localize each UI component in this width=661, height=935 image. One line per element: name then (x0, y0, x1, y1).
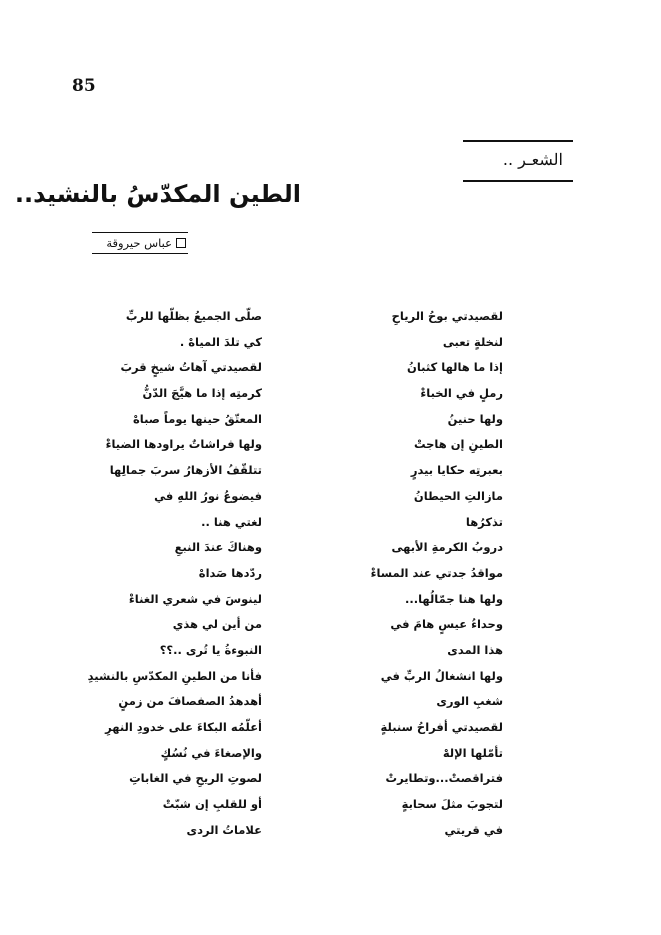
poem-line: وهناكَ عندَ النبعِ (174, 540, 262, 555)
poem-line: تتلقّفُ الأزهارُ سربَ جمالِها (109, 463, 262, 478)
section-header (463, 140, 573, 182)
poem-line: دروبُ الكرمةِ الأبهى (391, 540, 503, 555)
poem-line: تذكرُها (465, 514, 503, 529)
poem-line: لتجوبَ مثلَ سحابةٍ (401, 797, 503, 812)
poem-line: رملٍ في الخباءْ (420, 386, 503, 401)
poem-line: هذا المدى (447, 642, 503, 657)
poem-column-left (88, 304, 262, 843)
poem-line: كرمتِه إذا ما هيَّجَ الدّنُّ (142, 386, 262, 401)
poem-line: مواقدُ جدتي عند المساءْ (370, 565, 503, 580)
poem-line: أهدهدُ الصفصافَ من زمنٍ (118, 694, 262, 709)
page-number: 85 (72, 76, 96, 96)
poem-line: ولها هنا جمّالُها... (404, 591, 503, 606)
poem-line: علاماتُ الردى (186, 822, 262, 837)
author-name: عباس حيروقة (106, 236, 172, 250)
poem-line: ولها فراشاتٌ يراودها الضياءْ (105, 437, 262, 452)
poem-line: ولها انشغالُ الربِّ في (380, 668, 503, 683)
poem-line: المعتّقُ حينها يوماً صباهْ (133, 411, 262, 426)
poem-line: لصوتِ الريحِ في الغاباتِ (129, 771, 262, 786)
poem-line: ردّدها صَداهْ (198, 565, 262, 580)
poem-line: فتراقصتْ...وتطايرتْ (385, 771, 503, 786)
poem-line: لقصيدتي أفراحُ سنبلةٍ (380, 720, 503, 734)
poem-line: النبوءةُ يا تُرى ..؟؟ (159, 642, 262, 657)
poem-line: صلّى الجميعُ بظلّها للربِّ (125, 309, 262, 323)
poem-column-right (371, 304, 503, 843)
poem-line: لقصيدتي آهاتُ شيخٍ قربَ (120, 360, 262, 375)
poem-line: بعبرتِه حكايا بيدرٍ (410, 463, 503, 478)
poem-line: أعلّمُه البكاءَ على خدودِ النهرِ (105, 720, 262, 734)
poem-line: أو للقلبِ إن شبّتْ (162, 797, 262, 812)
poem-line: فيضوعُ نورُ اللهِ في (154, 488, 262, 503)
poem-line: إذا ما هالها كثبانُ (407, 360, 503, 375)
poem-line: لغتي هنا .. (201, 514, 262, 529)
poem-line: الطينِ إن هاجتْ (413, 437, 503, 452)
poem-line: كي تلدَ المياهْ . (179, 334, 262, 349)
author-byline (92, 232, 188, 254)
poem-line: لينوسَ في شعري الغناءْ (128, 591, 262, 606)
poem-line: في قريتي (444, 822, 503, 837)
poem-title: الطين المكدّسُ بالنشيد.. (14, 180, 301, 208)
poem-line: وحداءُ عيسٍ هامَ في (390, 617, 503, 632)
poem-line: لنخلةٍ تعبى (442, 334, 503, 349)
poem-line: من أين لي هذي (172, 617, 262, 632)
poem-line: فأنا من الطينِ المكدّسِ بالنشيدِ (87, 668, 262, 683)
poem-line: شغبِ الورى (436, 694, 503, 709)
poem-line: والإصغاءَ في نُسُكٍ (160, 745, 262, 760)
poem-line: لقصيدتي بوحُ الرياحِ (391, 309, 503, 323)
section-label: الشعـر .. (502, 150, 563, 169)
poem-line: مازالتِ الحيطانُ (413, 488, 503, 503)
poem-line: ولها حنينُ (447, 411, 503, 426)
poem-line: تأمّلها الإلهْ (442, 745, 503, 760)
square-bullet-icon (176, 238, 186, 248)
